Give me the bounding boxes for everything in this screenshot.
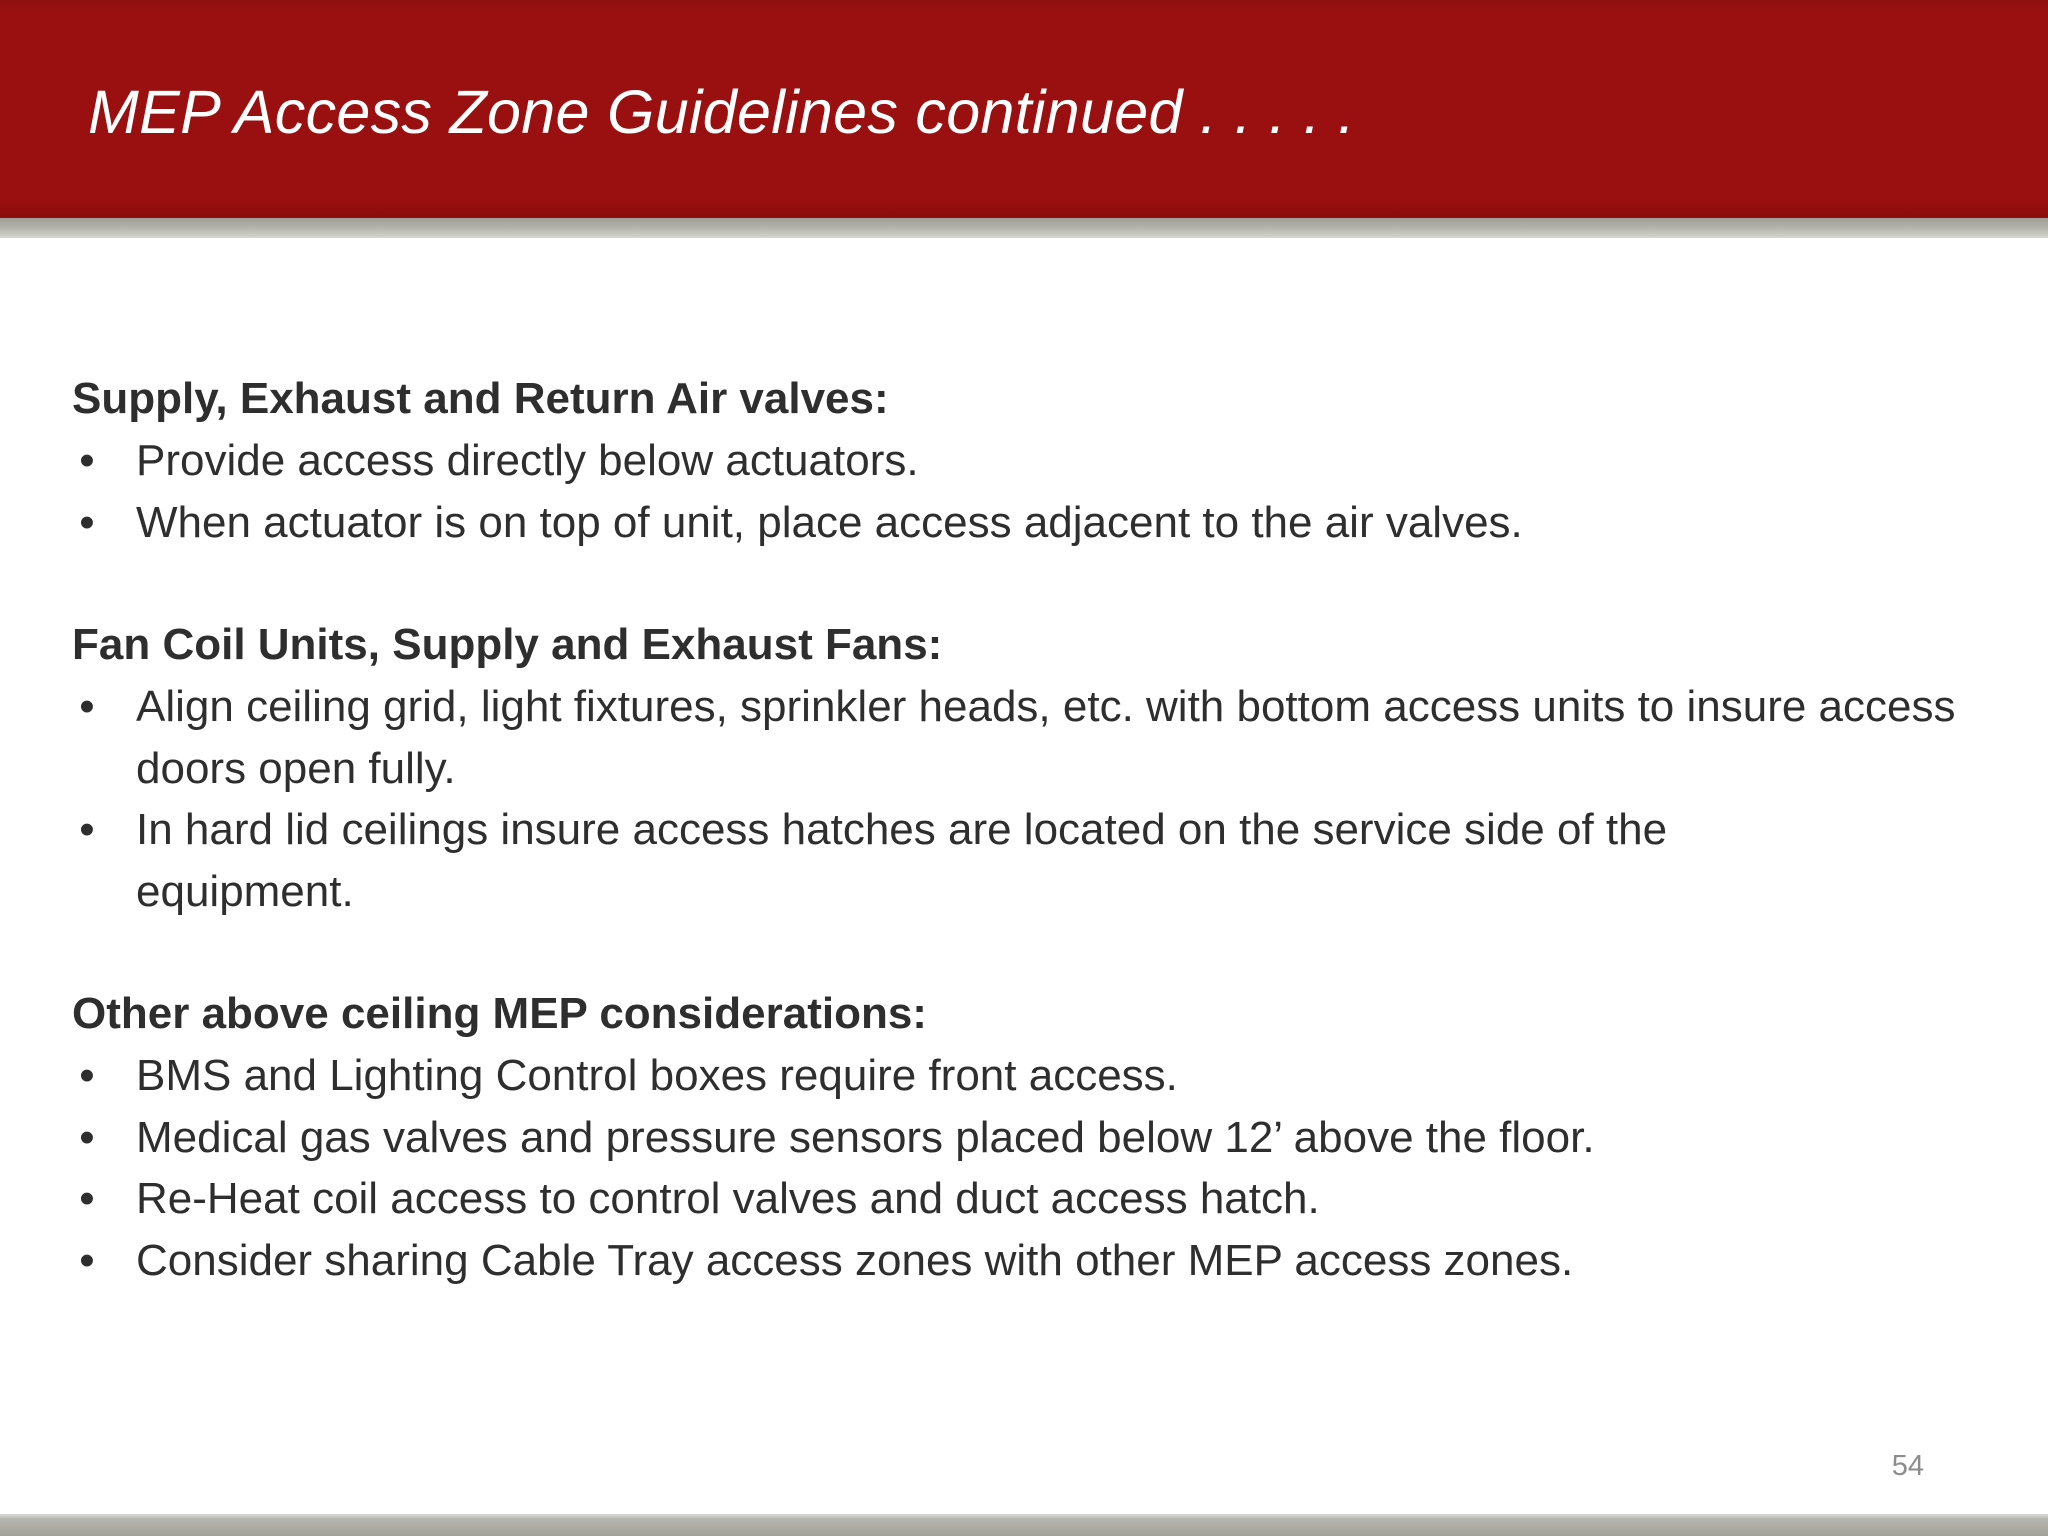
bullet-text: Consider sharing Cable Tray access zones with other MEP access zones. — [136, 1235, 1574, 1285]
bullet-text: BMS and Lighting Control boxes require front access. — [136, 1051, 1178, 1100]
bullet-list — [72, 676, 1992, 922]
bullet-item — [72, 430, 1992, 492]
bullet-dot-icon: • — [79, 682, 95, 731]
section-heading: Other above ceiling MEP considerations: — [72, 989, 927, 1038]
bullet-dot-icon: • — [79, 436, 95, 485]
bullet-item — [72, 1230, 1992, 1292]
bullet-item — [72, 799, 1836, 922]
header-divider — [0, 218, 2048, 238]
bullet-item — [72, 1045, 1992, 1107]
bullet-text: When actuator is on top of unit, place access adjacent to the air valves. — [136, 497, 1523, 547]
slide-body — [72, 368, 1992, 1352]
bullet-text: Medical gas valves and pressure sensors placed below 12’ above the floor. — [136, 1112, 1595, 1162]
slide-title: MEP Access Zone Guidelines continued . . . . . — [88, 78, 1356, 146]
bullet-text: Re-Heat coil access to control valves and duct access hatch. — [136, 1174, 1320, 1223]
bullet-dot-icon: • — [79, 1051, 95, 1100]
section-other-mep — [72, 983, 1992, 1291]
bullet-dot-icon: • — [79, 805, 95, 854]
section-heading: Fan Coil Units, Supply and Exhaust Fans: — [72, 620, 943, 669]
bullet-text: Align ceiling grid, light fixtures, sprinkler heads, etc. with bottom access units to insure access doors open fully. — [136, 682, 1956, 793]
bullet-dot-icon: • — [79, 1112, 95, 1162]
bullet-dot-icon: • — [79, 497, 95, 547]
slide-header-banner — [0, 0, 2048, 218]
section-air-valves — [72, 368, 1992, 553]
section-heading: Supply, Exhaust and Return Air valves: — [72, 374, 889, 423]
footer-divider — [0, 1514, 2048, 1536]
bullet-item — [72, 676, 2016, 799]
slide-number: 54 — [1891, 1450, 1924, 1482]
bullet-dot-icon: • — [79, 1174, 95, 1223]
section-fan-coil-units — [72, 614, 1992, 922]
bullet-item — [72, 1168, 1992, 1230]
bullet-list — [72, 1045, 1992, 1291]
bullet-item — [72, 1107, 1992, 1169]
bullet-text: Provide access directly below actuators. — [136, 436, 919, 485]
bullet-text: In hard lid ceilings insure access hatches are located on the service side of the equipment. — [136, 805, 1668, 916]
bullet-list — [72, 430, 1992, 553]
bullet-item — [72, 492, 1992, 554]
bullet-dot-icon: • — [79, 1235, 95, 1285]
